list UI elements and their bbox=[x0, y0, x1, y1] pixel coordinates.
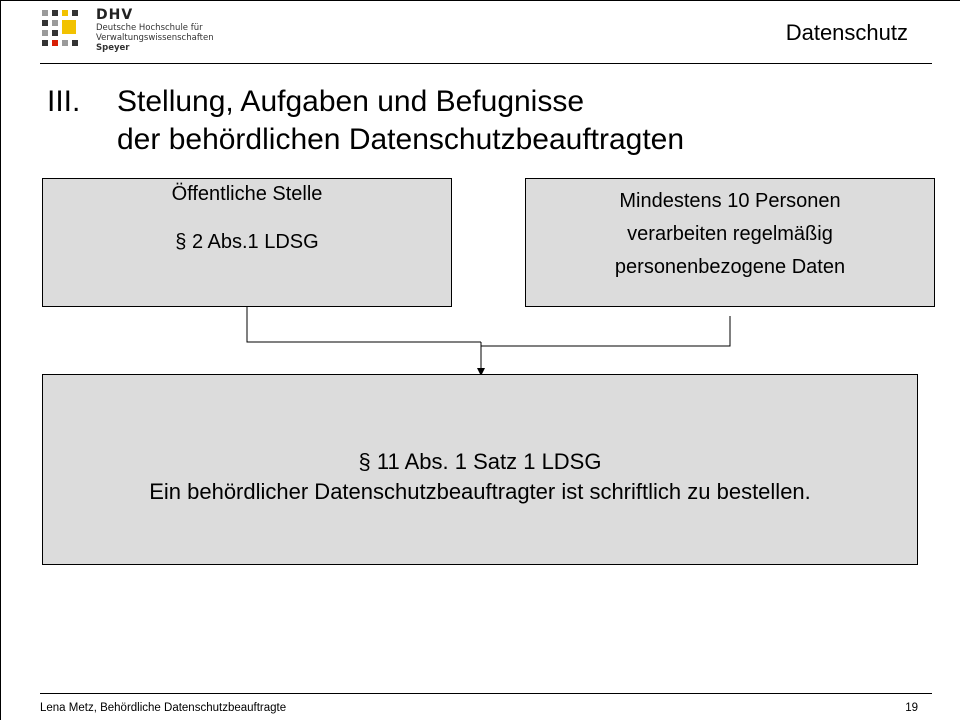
connector-right bbox=[481, 316, 730, 346]
page-number: 19 bbox=[905, 702, 918, 714]
requirement-box bbox=[42, 374, 918, 565]
logo-abbreviation: DHV bbox=[96, 7, 134, 23]
min-persons-line-3: personenbezogene Daten bbox=[614, 256, 846, 278]
public-body-title: Öffentliche Stelle bbox=[171, 183, 323, 205]
footer-divider bbox=[40, 693, 932, 694]
connector-left bbox=[247, 307, 481, 342]
heading-line-2: der behördlichen Datenschutzbeauftragten bbox=[117, 123, 685, 156]
heading-line-1: Stellung, Aufgaben und Befugnisse bbox=[117, 85, 585, 118]
requirement-reference: § 11 Abs. 1 Satz 1 LDSG bbox=[358, 449, 602, 474]
requirement-text: Ein behördlicher Datenschutzbeauftragter ist schriftlich zu bestellen. bbox=[149, 479, 811, 504]
heading-number: III. bbox=[47, 85, 81, 118]
section-label: Datenschutz bbox=[785, 20, 908, 45]
public-body-reference: § 2 Abs.1 LDSG bbox=[175, 231, 319, 253]
logo-line-1: Deutsche Hochschule für bbox=[96, 23, 203, 33]
footer-author: Lena Metz, Behördliche Datenschutzbeauftragte bbox=[40, 702, 287, 714]
logo-line-3: Speyer bbox=[96, 43, 130, 53]
min-persons-line-1: Mindestens 10 Personen bbox=[619, 190, 841, 212]
min-persons-line-2: verarbeiten regelmäßig bbox=[627, 223, 833, 245]
logo-line-2: Verwaltungswissenschaften bbox=[96, 33, 214, 43]
